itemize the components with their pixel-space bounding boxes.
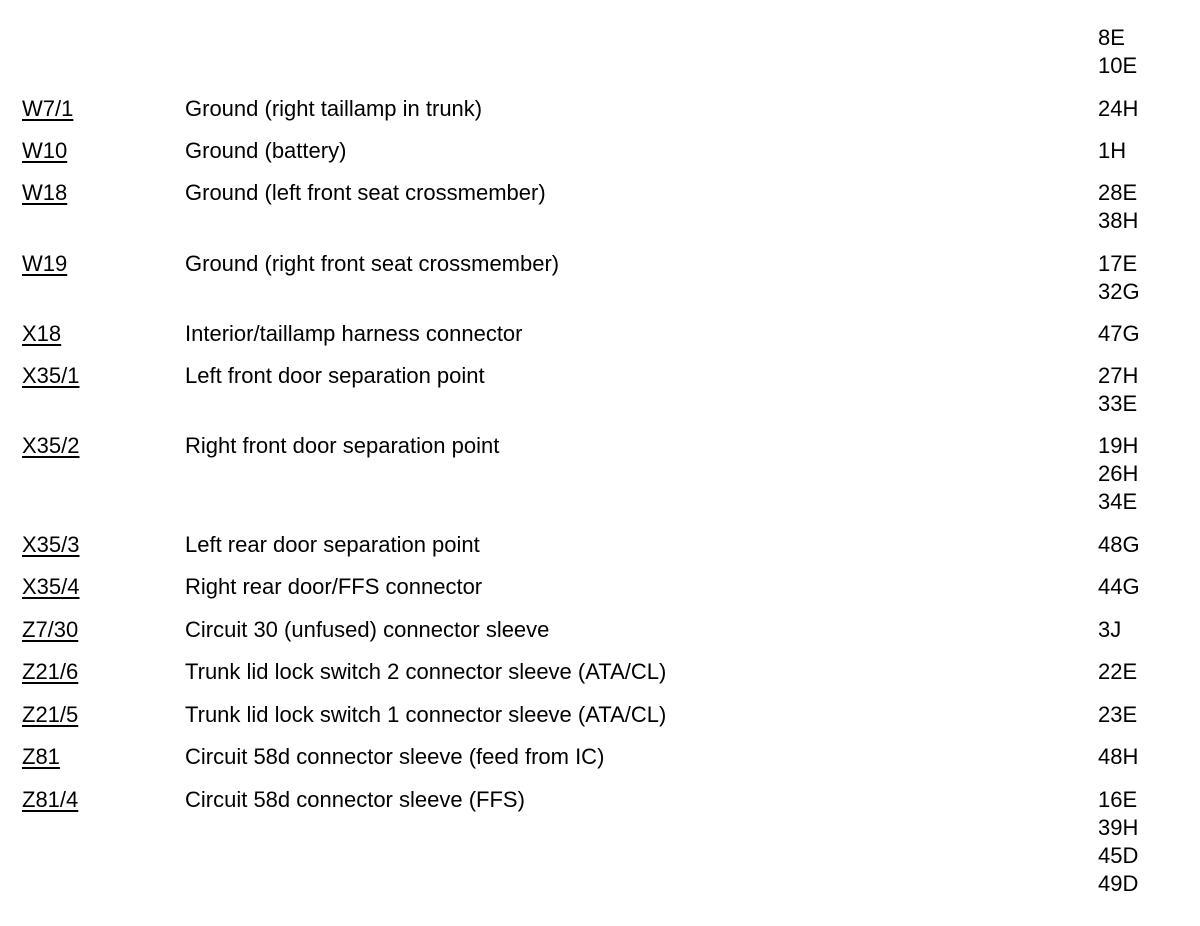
ref-location: 39H	[1098, 815, 1139, 840]
continuation-refs	[1098, 24, 1137, 80]
component-description: Circuit 58d connector sleeve (FFS)	[185, 787, 525, 812]
table-row	[0, 658, 1200, 686]
table-row	[0, 137, 1200, 165]
component-description: Ground (left front seat crossmember)	[185, 180, 546, 205]
component-description: Right front door separation point	[185, 433, 500, 458]
component-description: Ground (right taillamp in trunk)	[185, 96, 483, 121]
ref-location: 44G	[1098, 574, 1140, 599]
ref-location: 28E	[1098, 180, 1138, 205]
component-description: Right rear door/FFS connector	[185, 574, 483, 599]
ref-location: 3J	[1098, 617, 1122, 642]
table-row	[0, 432, 1200, 514]
location-refs	[1098, 250, 1140, 306]
component-code-link[interactable]: Z81	[22, 744, 60, 769]
ref-location: 8E	[1098, 25, 1125, 50]
table-row	[0, 320, 1200, 348]
component-code-link[interactable]: W18	[22, 180, 68, 205]
location-refs	[1098, 573, 1140, 601]
component-code-link[interactable]: X35/4	[22, 574, 80, 599]
component-description: Left rear door separation point	[185, 532, 480, 557]
location-refs	[1098, 743, 1138, 771]
ref-location: 17E	[1098, 251, 1138, 276]
location-refs	[1098, 616, 1121, 644]
location-refs	[1098, 531, 1140, 559]
table-row	[0, 362, 1200, 416]
component-code-link[interactable]: W10	[22, 138, 68, 163]
location-refs	[1098, 786, 1138, 898]
location-refs	[1098, 320, 1140, 348]
component-code-link[interactable]: Z7/30	[22, 617, 79, 642]
ref-location: 22E	[1098, 659, 1138, 684]
ref-location: 32G	[1098, 279, 1140, 304]
table-row	[0, 701, 1200, 729]
component-code-link[interactable]: X18	[22, 321, 62, 346]
component-description: Ground (right front seat crossmember)	[185, 251, 560, 276]
ref-location: 19H	[1098, 433, 1139, 458]
table-row	[0, 179, 1200, 233]
component-code-link[interactable]: Z81/4	[22, 787, 79, 812]
component-description: Interior/taillamp harness connector	[185, 321, 523, 346]
ref-location: 48H	[1098, 744, 1139, 769]
component-description: Ground (battery)	[185, 138, 347, 163]
continuation-row	[0, 24, 1200, 78]
ref-location: 24H	[1098, 96, 1139, 121]
table-row	[0, 616, 1200, 644]
component-description: Trunk lid lock switch 1 connector sleeve (ATA/CL)	[185, 702, 667, 727]
location-refs	[1098, 362, 1138, 418]
ref-location: 38H	[1098, 208, 1139, 233]
ref-location: 1H	[1098, 138, 1127, 163]
component-description: Circuit 30 (unfused) connector sleeve	[185, 617, 550, 642]
component-code-link[interactable]: X35/3	[22, 532, 80, 557]
component-code-link[interactable]: W19	[22, 251, 68, 276]
ref-location: 47G	[1098, 321, 1140, 346]
component-code-link[interactable]: W7/1	[22, 96, 74, 121]
location-refs	[1098, 95, 1138, 123]
ref-location: 10E	[1098, 53, 1138, 78]
ref-location: 45D	[1098, 843, 1139, 868]
location-refs	[1098, 137, 1126, 165]
table-row	[0, 250, 1200, 304]
location-refs	[1098, 658, 1137, 686]
ref-location: 23E	[1098, 702, 1138, 727]
ref-location: 27H	[1098, 363, 1139, 388]
ref-location: 34E	[1098, 489, 1138, 514]
component-code-link[interactable]: Z21/5	[22, 702, 79, 727]
location-refs	[1098, 701, 1137, 729]
table-row	[0, 573, 1200, 601]
location-refs	[1098, 432, 1138, 516]
ref-location: 26H	[1098, 461, 1139, 486]
table-row	[0, 531, 1200, 559]
table-row	[0, 95, 1200, 123]
ref-location: 48G	[1098, 532, 1140, 557]
table-row	[0, 743, 1200, 771]
location-refs	[1098, 179, 1138, 235]
ref-location: 49D	[1098, 871, 1139, 896]
component-code-link[interactable]: Z21/6	[22, 659, 79, 684]
component-description: Circuit 58d connector sleeve (feed from IC)	[185, 744, 605, 769]
component-code-link[interactable]: X35/2	[22, 433, 80, 458]
ref-location: 16E	[1098, 787, 1138, 812]
component-description: Trunk lid lock switch 2 connector sleeve (ATA/CL)	[185, 659, 667, 684]
component-description: Left front door separation point	[185, 363, 485, 388]
table-row	[0, 786, 1200, 896]
component-code-link[interactable]: X35/1	[22, 363, 80, 388]
ref-location: 33E	[1098, 391, 1138, 416]
